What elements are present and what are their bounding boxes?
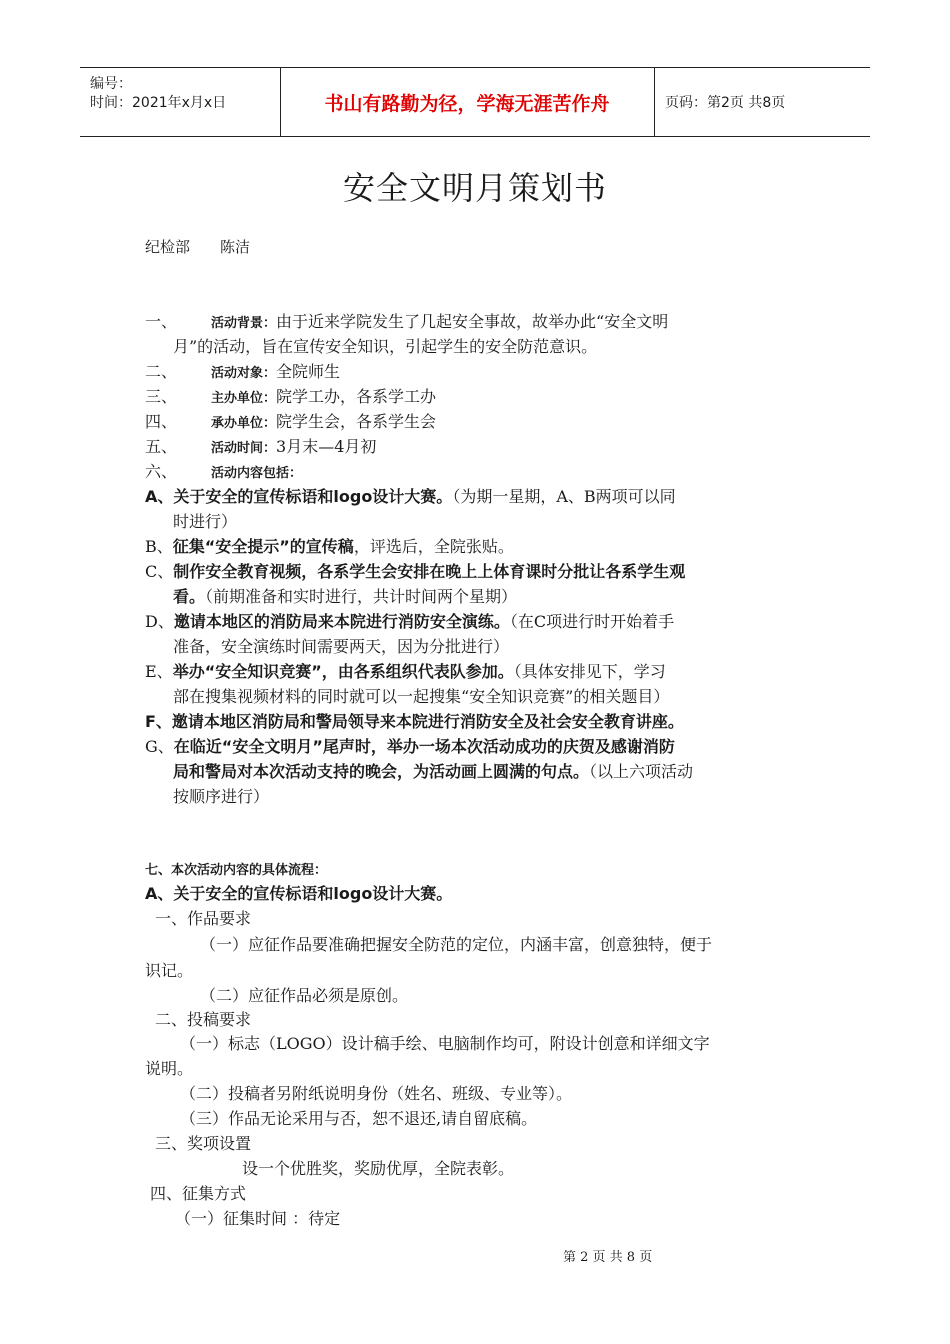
item-c-cont: 看。（前期准备和实时进行，共计时间两个星期） <box>173 587 518 606</box>
section-1: 一、 活动背景：由于近来学院发生了几起安全事故，故举办此“安全文明 <box>145 312 669 331</box>
item-c: C、制作安全教育视频，各系学生会安排在晚上上体育课时分批让各系学生观 <box>145 562 686 581</box>
item-g-cont2: 按顺序进行） <box>173 787 270 806</box>
section-5: 五、 活动时间：3月末—4月初 <box>145 437 377 456</box>
number-label: 编号： <box>90 76 132 92</box>
flow-p1: 一、作品要求 <box>155 909 252 928</box>
item-f: F、邀请本地区消防局和警局领导来本院进行消防安全及社会安全教育讲座。 <box>145 712 684 731</box>
motto: 书山有路勤为径，学海无涯苦作舟 <box>280 68 655 136</box>
flow-p2: 二、投稿要求 <box>155 1010 252 1029</box>
flow-p2b: （二）投稿者另附纸说明身份（姓名、班级、专业等）。 <box>180 1084 573 1103</box>
flow-p3: 三、奖项设置 <box>155 1134 252 1153</box>
page-title: 安全文明月策划书 <box>342 169 607 207</box>
flow-p1a: （一）应征作品要准确把握安全防范的定位，内涵丰富，创意独特，便于 <box>200 935 713 954</box>
section-6: 六、 活动内容包括： <box>145 462 303 481</box>
item-a: A、关于安全的宣传标语和logo设计大赛。（为期一星期，A、B两项可以同 <box>145 487 676 506</box>
item-e: E、举办“安全知识竞赛”，由各系组织代表队参加。（具体安排见下，学习 <box>145 662 666 681</box>
item-g: G、在临近“安全文明月”尾声时，举办一场本次活动成功的庆贺及感谢消防 <box>145 737 675 756</box>
flow-sub: A、关于安全的宣传标语和logo设计大赛。 <box>145 884 453 903</box>
section-3: 三、 主办单位：院学工办，各系学工办 <box>145 387 437 406</box>
flow-p2a-cont: 说明。 <box>145 1059 194 1078</box>
flow-p1a-cont: 识记。 <box>145 961 194 980</box>
item-d: D、邀请本地区的消防局来本院进行消防安全演练。（在C项进行时开始着手 <box>145 612 675 631</box>
header-meta-cell <box>80 68 281 136</box>
section-4: 四、 承办单位：院学生会，各系学生会 <box>145 412 437 431</box>
item-b: B、征集“安全提示”的宣传稿，评选后，全院张贴。 <box>145 537 514 556</box>
page-footer: 第 2 页 共 8 页 <box>563 1250 653 1265</box>
flow-heading: 七、本次活动内容的具体流程： <box>145 863 328 878</box>
item-a-cont: 时进行） <box>173 512 238 531</box>
flow-p4: 四、征集方式 <box>150 1184 247 1203</box>
page-info: 页码：第2页 共8页 <box>665 95 786 111</box>
date-label: 时间：2021年x月x日 <box>90 95 227 111</box>
flow-p1b: （二）应征作品必须是原创。 <box>200 986 409 1005</box>
item-g-cont: 局和警局对本次活动支持的晚会，为活动画上圆满的句点。（以上六项活动 <box>173 762 694 781</box>
author-line <box>145 236 250 257</box>
author-dept: 纪检部 <box>145 238 191 256</box>
flow-p2a: （一）标志（LOGO）设计稿手绘、电脑制作均可，附设计创意和详细文字 <box>180 1034 710 1053</box>
flow-p4a: （一）征集时间 ：待定 <box>175 1209 341 1228</box>
section-2: 二、 活动对象：全院师生 <box>145 362 341 381</box>
section-1-cont: 月”的活动，旨在宣传安全知识，引起学生的安全防范意识。 <box>173 337 598 356</box>
flow-p3a: 设一个优胜奖，奖励优厚，全院表彰。 <box>242 1159 515 1178</box>
author-name: 陈洁 <box>220 238 251 256</box>
header-table <box>80 67 870 137</box>
flow-p2c: （三）作品无论采用与否，恕不退还,请自留底稿。 <box>180 1109 538 1128</box>
item-e-cont: 部在搜集视频材料的同时就可以一起搜集“安全知识竞赛”的相关题目） <box>173 687 670 706</box>
item-d-cont: 准备，安全演练时间需要两天，因为分批进行） <box>173 637 510 656</box>
